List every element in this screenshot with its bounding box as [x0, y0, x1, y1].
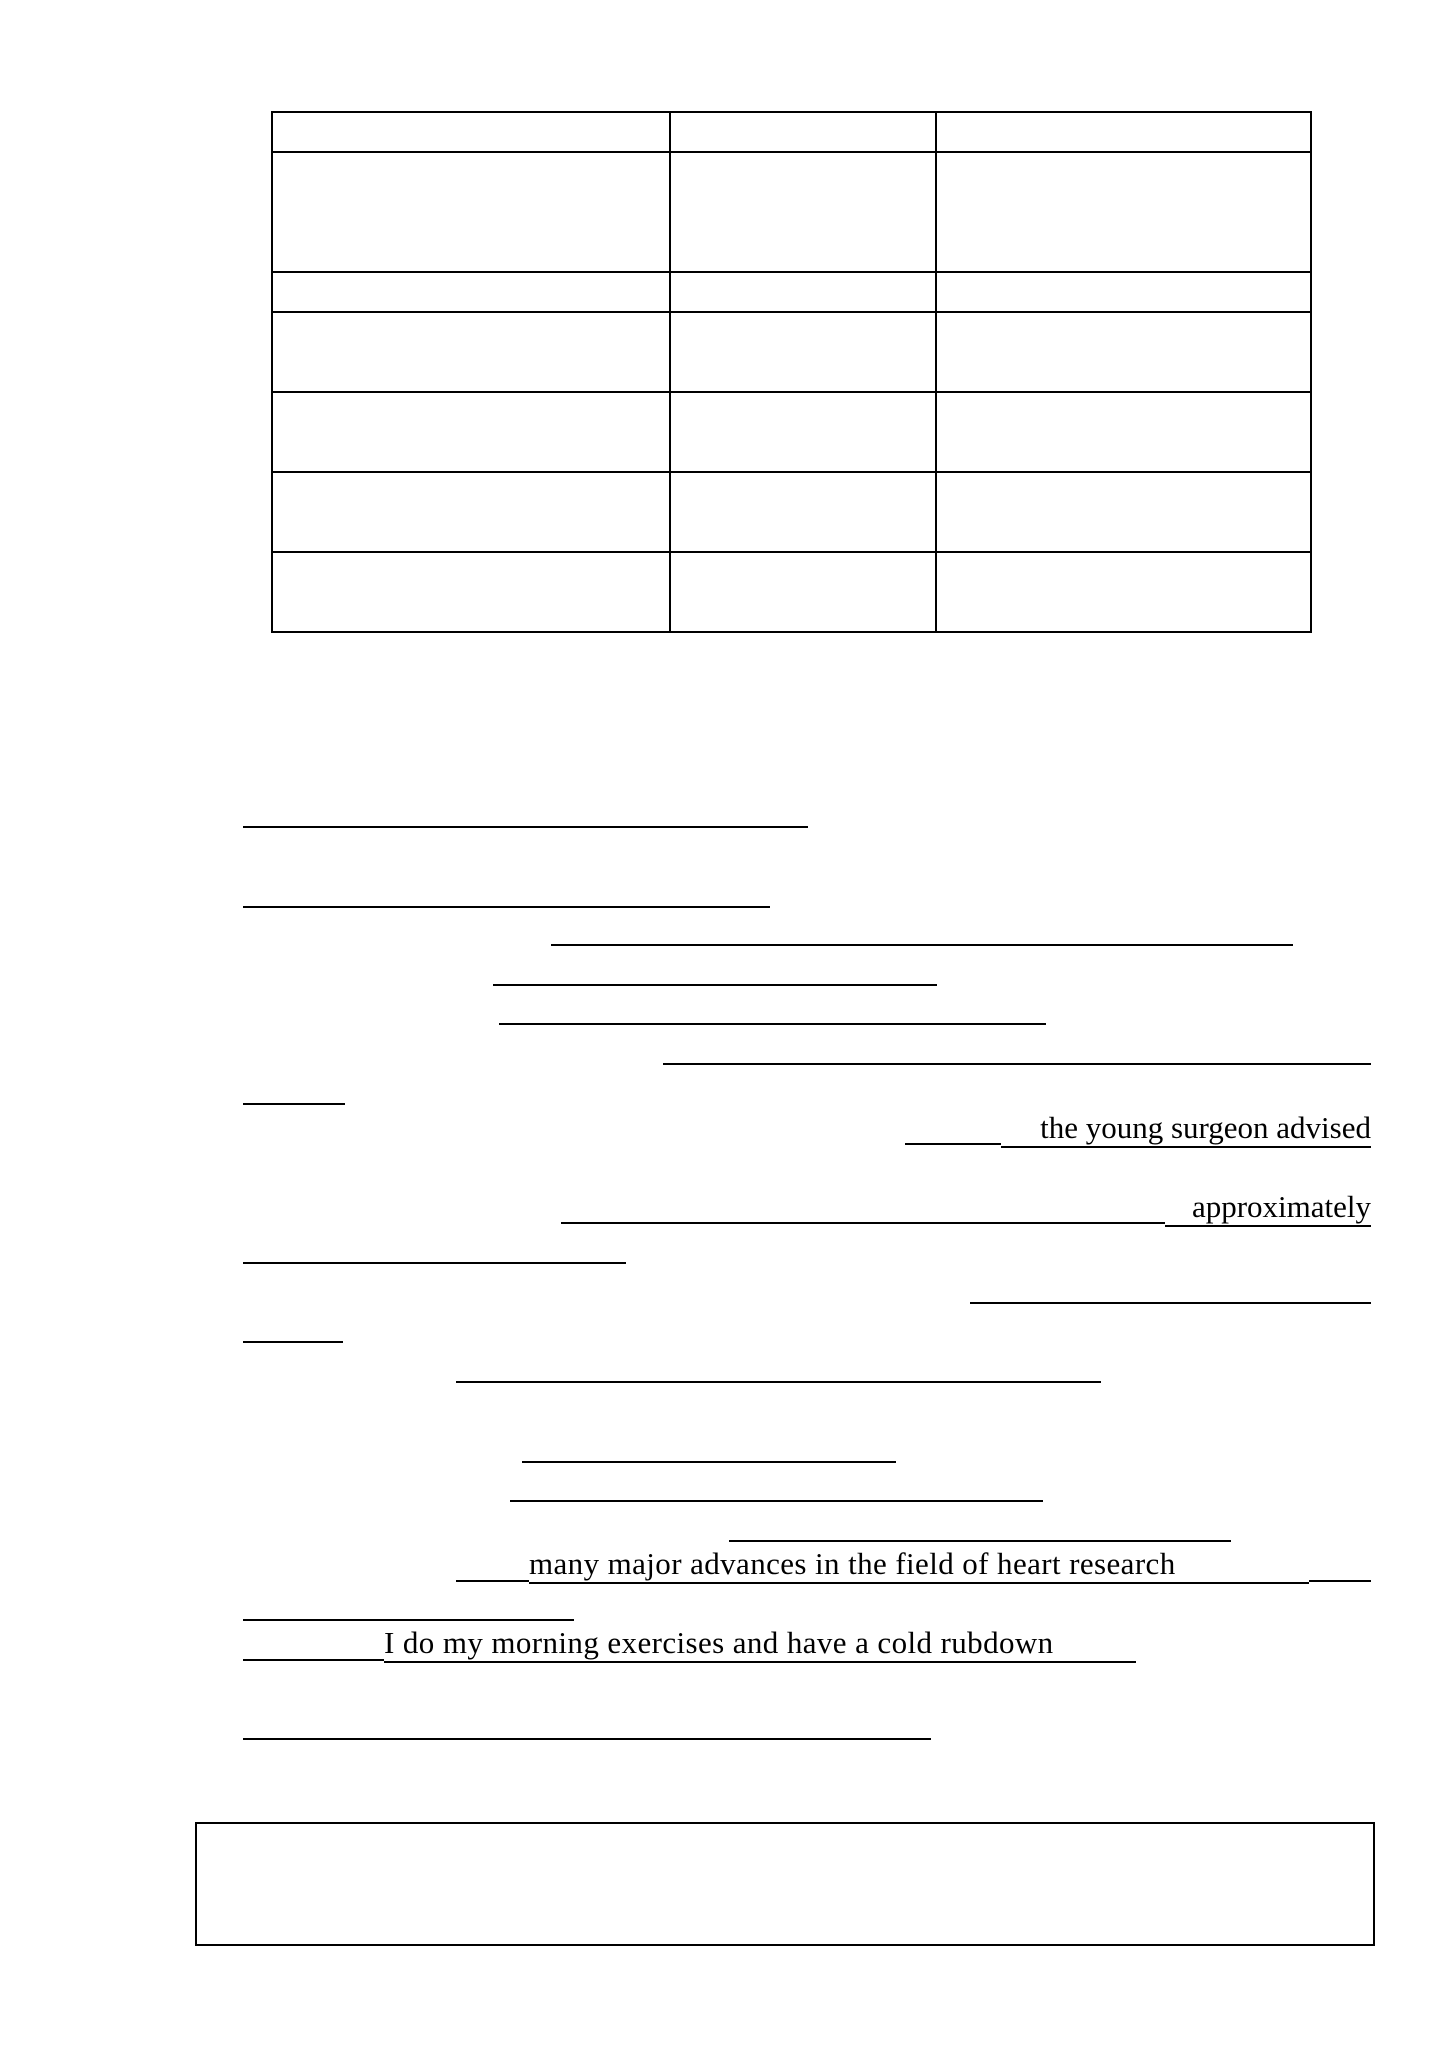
table-cell[interactable] — [670, 312, 936, 392]
table-row — [272, 112, 1311, 152]
answer-blank[interactable] — [456, 1381, 1101, 1383]
table-cell[interactable] — [272, 552, 670, 632]
table-cell[interactable] — [670, 472, 936, 552]
answer-blank[interactable] — [499, 1023, 1046, 1025]
table-cell[interactable] — [670, 392, 936, 472]
answer-blank[interactable] — [970, 1302, 1371, 1304]
underlined-phrase: the young surgeon advised — [1001, 1110, 1371, 1148]
answer-blank[interactable] — [243, 1341, 343, 1343]
answer-blank[interactable] — [243, 906, 770, 908]
table-row — [272, 272, 1311, 312]
table-cell[interactable] — [272, 272, 670, 312]
answer-table — [271, 111, 1312, 633]
table-row — [272, 312, 1311, 392]
table-cell[interactable] — [936, 152, 1311, 272]
answer-blank[interactable] — [243, 1738, 931, 1740]
answer-blank[interactable] — [663, 1063, 1371, 1065]
table-cell[interactable] — [670, 112, 936, 152]
table-cell[interactable] — [272, 312, 670, 392]
answer-box[interactable] — [195, 1822, 1375, 1946]
table-cell[interactable] — [936, 312, 1311, 392]
table-row — [272, 392, 1311, 472]
table-cell[interactable] — [272, 112, 670, 152]
answer-blank[interactable] — [456, 1580, 529, 1582]
answer-blank[interactable] — [243, 1619, 574, 1621]
table-row — [272, 552, 1311, 632]
table-cell[interactable] — [936, 272, 1311, 312]
table-row — [272, 152, 1311, 272]
answer-blank[interactable] — [522, 1461, 896, 1463]
answer-blank[interactable] — [243, 1659, 384, 1661]
table-cell[interactable] — [272, 152, 670, 272]
answer-blank[interactable] — [243, 1262, 626, 1264]
table-cell[interactable] — [670, 152, 936, 272]
answer-blank[interactable] — [243, 826, 808, 828]
underlined-phrase: approximately — [1165, 1189, 1371, 1227]
table-cell[interactable] — [936, 392, 1311, 472]
answer-blank[interactable] — [561, 1222, 1165, 1224]
table-cell[interactable] — [670, 272, 936, 312]
table-cell[interactable] — [936, 472, 1311, 552]
answer-blank[interactable] — [729, 1540, 1231, 1542]
underlined-phrase: I do my morning exercises and have a cold rubdown — [384, 1625, 1136, 1663]
table-cell[interactable] — [936, 552, 1311, 632]
answer-blank[interactable] — [510, 1500, 1043, 1502]
answer-blank[interactable] — [551, 944, 1293, 946]
answer-blank[interactable] — [905, 1143, 1001, 1145]
answer-blank[interactable] — [243, 1103, 345, 1105]
underlined-phrase: many major advances in the field of heart research — [529, 1546, 1309, 1584]
answer-blank[interactable] — [1309, 1580, 1371, 1582]
table-row — [272, 472, 1311, 552]
table-cell[interactable] — [272, 392, 670, 472]
table-cell[interactable] — [936, 112, 1311, 152]
table-cell[interactable] — [670, 552, 936, 632]
table-cell[interactable] — [272, 472, 670, 552]
answer-blank[interactable] — [493, 984, 937, 986]
